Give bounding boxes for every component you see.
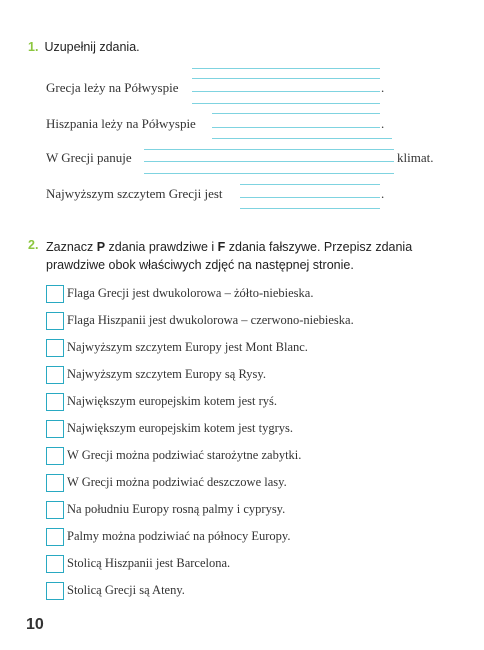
answer-box[interactable] [46,555,64,573]
statement-text: W Grecji można podziwiać deszczowe lasy. [67,475,287,489]
instruction-part: zdania fałszywe. Przepisz zdania prawdziwe obok właściwych zdjęć na następnej stronie. [46,240,413,272]
sentence-3: W Grecji panuje [46,150,132,165]
task2-heading [28,238,44,252]
task1-number: 1. [28,40,39,54]
task1-title: Uzupełnij zdania. [44,40,140,54]
answer-box[interactable] [46,366,64,384]
statement-text: Flaga Grecji jest dwukolorowa – żółto-niebieska. [67,286,314,300]
answer-box[interactable] [46,501,64,519]
answer-line-4[interactable] [240,197,380,198]
sentence-4-suffix: . [381,186,385,201]
answer-box[interactable] [46,285,64,303]
task2-instruction [46,238,446,274]
statement-text: Stolicą Hiszpanii jest Barcelona. [67,556,231,570]
answer-box[interactable] [46,582,64,600]
statement-text: Flaga Hiszpanii jest dwukolorowa – czerwono-niebieska. [67,313,354,327]
sentence-3-suffix: klimat. [397,150,434,165]
letter-p: P [96,240,106,254]
guide-line [212,113,380,114]
guide-line [240,208,380,209]
guide-line [144,149,394,150]
statement-text: Największym europejskim kotem jest ryś. [67,394,278,408]
guide-line [192,78,380,79]
statement-text: Stolicą Grecji są Ateny. [67,583,185,597]
sentence-2-suffix: . [381,116,385,131]
sentence-1: Grecja leży na Półwyspie [46,80,179,95]
answer-box[interactable] [46,474,64,492]
answer-line-1[interactable] [192,91,380,92]
answer-box[interactable] [46,447,64,465]
answer-box[interactable] [46,339,64,357]
statement-text: Największym europejskim kotem jest tygrys. [67,421,294,435]
guide-line [212,138,392,139]
task1-heading [28,40,140,54]
guide-line [192,103,380,104]
task2-number: 2. [28,238,39,252]
answer-box[interactable] [46,528,64,546]
guide-line [240,184,380,185]
answer-line-2[interactable] [212,127,380,128]
answer-box[interactable] [46,312,64,330]
statement-text: W Grecji można podziwiać starożytne zabytki. [67,448,302,462]
statement-text: Palmy można podziwiać na północy Europy. [67,529,291,543]
instruction-part: zdania prawdziwe i [105,240,218,254]
sentence-1-suffix: . [381,80,385,95]
sentence-4: Najwyższym szczytem Grecji jest [46,186,223,201]
guide-line [192,68,380,69]
answer-line-3[interactable] [144,161,394,162]
answer-box[interactable] [46,420,64,438]
statement-text: Najwyższym szczytem Europy jest Mont Blanc. [67,340,308,354]
sentence-2: Hiszpania leży na Półwyspie [46,116,196,131]
guide-line [144,173,394,174]
statement-text: Na południu Europy rosną palmy i cyprysy. [67,502,286,516]
page-number: 10 [26,616,44,633]
statement-text: Najwyższym szczytem Europy są Rysy. [67,367,266,381]
answer-box[interactable] [46,393,64,411]
letter-f: F [217,240,226,254]
instruction-part: Zaznacz [46,240,97,254]
